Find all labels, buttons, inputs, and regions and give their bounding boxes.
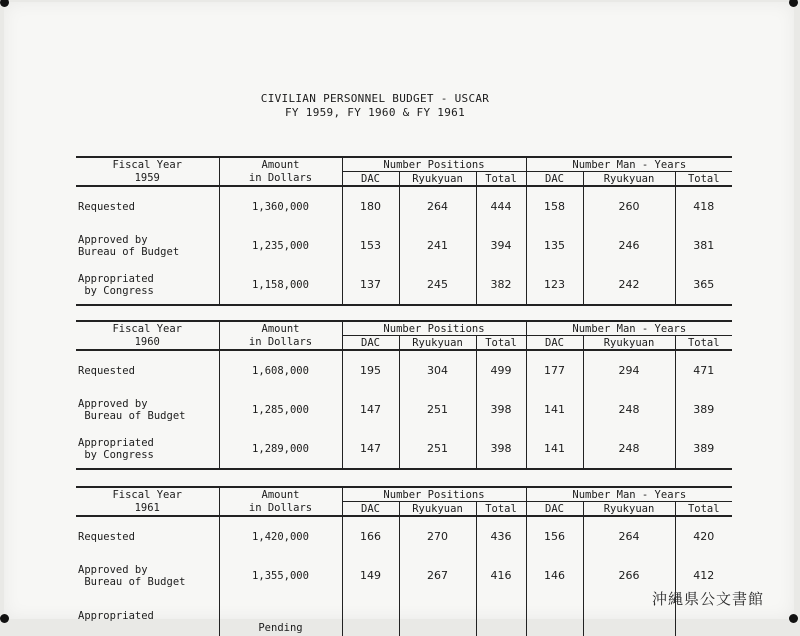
fiscal-year-header: Fiscal Year	[112, 158, 183, 171]
amount-header: Amount	[219, 321, 342, 336]
positions-total-cell: 398	[476, 429, 526, 469]
row-label	[76, 186, 219, 226]
table-row	[76, 556, 732, 595]
man-years-dac-header: DAC	[526, 502, 583, 517]
positions-total-cell	[476, 595, 526, 636]
budget-table-1961	[76, 486, 732, 636]
row-label	[76, 226, 219, 265]
amount-cell: Pending	[219, 595, 342, 636]
corner-mark	[789, 0, 798, 7]
row-label	[76, 350, 219, 390]
number-man-years-header: Number Man - Years	[526, 321, 732, 336]
positions-total-cell: 382	[476, 265, 526, 305]
row-label	[76, 556, 219, 595]
man-years-ryukyuan-cell: 266	[583, 556, 675, 595]
amount-cell: 1,289,000	[219, 429, 342, 469]
positions-total-cell: 394	[476, 226, 526, 265]
amount-cell: 1,360,000	[219, 186, 342, 226]
row-label-line1: Appropriated	[78, 272, 154, 285]
positions-ryukyuan-header: Ryukyuan	[399, 336, 476, 351]
positions-ryukyuan-cell: 304	[399, 350, 476, 390]
positions-total-header: Total	[476, 502, 526, 517]
amount-header: Amount	[219, 487, 342, 502]
number-positions-header: Number Positions	[342, 157, 526, 172]
archive-stamp: 沖縄県公文書館	[651, 590, 764, 608]
man-years-dac-cell: 156	[526, 516, 583, 556]
number-positions-header: Number Positions	[342, 487, 526, 502]
positions-total-cell: 436	[476, 516, 526, 556]
in-dollars-header: in Dollars	[219, 502, 342, 517]
amount-cell: 1,235,000	[219, 226, 342, 265]
table-row	[76, 186, 732, 226]
document-sheet	[4, 2, 794, 634]
positions-total-header: Total	[476, 172, 526, 187]
positions-ryukyuan-cell: 241	[399, 226, 476, 265]
positions-dac-cell: 195	[342, 350, 399, 390]
man-years-ryukyuan-header: Ryukyuan	[583, 172, 675, 187]
corner-mark	[789, 614, 798, 623]
fiscal-year-header: Fiscal Year	[112, 488, 183, 501]
positions-dac-cell: 153	[342, 226, 399, 265]
man-years-dac-cell	[526, 595, 583, 636]
fiscal-year-value: 1960	[134, 336, 160, 349]
man-years-dac-cell: 158	[526, 186, 583, 226]
fiscal-year-value: 1959	[134, 172, 160, 185]
man-years-total-cell: 418	[675, 186, 732, 226]
positions-total-cell: 499	[476, 350, 526, 390]
number-man-years-header: Number Man - Years	[526, 487, 732, 502]
document-subtitle: FY 1959, FY 1960 & FY 1961	[285, 106, 465, 119]
corner-mark	[0, 0, 9, 7]
positions-dac-cell: 166	[342, 516, 399, 556]
man-years-total-header: Total	[675, 502, 732, 517]
man-years-total-cell: 381	[675, 226, 732, 265]
row-label-line1: Approved by	[78, 397, 148, 410]
row-label-line2: by Congress	[78, 448, 154, 461]
positions-dac-cell: 147	[342, 429, 399, 469]
table-row	[76, 595, 732, 636]
row-label-line1: Requested	[78, 530, 135, 543]
man-years-ryukyuan-header: Ryukyuan	[583, 502, 675, 517]
positions-ryukyuan-header: Ryukyuan	[399, 172, 476, 187]
number-man-years-header: Number Man - Years	[526, 157, 732, 172]
corner-mark	[0, 614, 9, 623]
positions-ryukyuan-cell: 251	[399, 429, 476, 469]
positions-ryukyuan-cell: 251	[399, 390, 476, 429]
row-label-line1: Appropriated	[78, 609, 154, 622]
amount-cell: 1,355,000	[219, 556, 342, 595]
table-row	[76, 516, 732, 556]
row-label-line2: Bureau of Budget	[78, 575, 186, 588]
number-positions-header: Number Positions	[342, 321, 526, 336]
man-years-total-cell: 365	[675, 265, 732, 305]
row-label-line1: Appropriated	[78, 436, 154, 449]
row-label-line1: Requested	[78, 200, 135, 213]
man-years-ryukyuan-cell: 264	[583, 516, 675, 556]
man-years-dac-header: DAC	[526, 336, 583, 351]
man-years-ryukyuan-cell: 294	[583, 350, 675, 390]
amount-cell: 1,420,000	[219, 516, 342, 556]
row-label	[76, 595, 219, 636]
man-years-dac-cell: 146	[526, 556, 583, 595]
row-label	[76, 265, 219, 305]
positions-ryukyuan-cell: 245	[399, 265, 476, 305]
amount-header: Amount	[219, 157, 342, 172]
fiscal-year-header: Fiscal Year	[112, 322, 183, 335]
in-dollars-header: in Dollars	[219, 172, 342, 187]
table-row	[76, 226, 732, 265]
positions-total-header: Total	[476, 336, 526, 351]
row-label	[76, 429, 219, 469]
table-row	[76, 350, 732, 390]
positions-dac-header: DAC	[342, 336, 399, 351]
fiscal-year-value: 1961	[134, 502, 160, 515]
table-row	[76, 429, 732, 469]
budget-table-1959	[76, 156, 732, 306]
man-years-total-cell: 471	[675, 350, 732, 390]
row-label-line1: Approved by	[78, 563, 148, 576]
man-years-total-cell: 412	[675, 556, 732, 595]
man-years-dac-cell: 123	[526, 265, 583, 305]
man-years-dac-cell: 141	[526, 390, 583, 429]
man-years-dac-header: DAC	[526, 172, 583, 187]
man-years-dac-cell: 135	[526, 226, 583, 265]
table-row	[76, 390, 732, 429]
man-years-total-cell: 389	[675, 429, 732, 469]
positions-ryukyuan-cell	[399, 595, 476, 636]
man-years-dac-cell: 141	[526, 429, 583, 469]
positions-total-cell: 398	[476, 390, 526, 429]
positions-ryukyuan-cell: 267	[399, 556, 476, 595]
man-years-total-cell: 420	[675, 516, 732, 556]
man-years-ryukyuan-cell: 246	[583, 226, 675, 265]
positions-dac-cell	[342, 595, 399, 636]
man-years-dac-cell: 177	[526, 350, 583, 390]
man-years-total-header: Total	[675, 172, 732, 187]
man-years-ryukyuan-cell: 260	[583, 186, 675, 226]
budget-table-1960	[76, 320, 732, 470]
positions-total-cell: 416	[476, 556, 526, 595]
positions-dac-cell: 149	[342, 556, 399, 595]
man-years-total-cell: 389	[675, 390, 732, 429]
in-dollars-header: in Dollars	[219, 336, 342, 351]
positions-dac-cell: 180	[342, 186, 399, 226]
table-row	[76, 265, 732, 305]
row-label	[76, 516, 219, 556]
row-label-line1: Requested	[78, 364, 135, 377]
row-label-line2: by Congress	[78, 284, 154, 297]
row-label	[76, 390, 219, 429]
positions-ryukyuan-cell: 264	[399, 186, 476, 226]
positions-ryukyuan-cell: 270	[399, 516, 476, 556]
positions-total-cell: 444	[476, 186, 526, 226]
amount-cell: 1,158,000	[219, 265, 342, 305]
man-years-total-header: Total	[675, 336, 732, 351]
positions-dac-header: DAC	[342, 172, 399, 187]
row-label-line2: Bureau of Budget	[78, 409, 186, 422]
man-years-ryukyuan-cell: 248	[583, 429, 675, 469]
positions-dac-header: DAC	[342, 502, 399, 517]
row-label-line1: Approved by	[78, 233, 148, 246]
man-years-ryukyuan-cell: 242	[583, 265, 675, 305]
man-years-ryukyuan-header: Ryukyuan	[583, 336, 675, 351]
man-years-ryukyuan-cell: 248	[583, 390, 675, 429]
document-title: CIVILIAN PERSONNEL BUDGET - USCAR	[260, 92, 490, 105]
amount-cell: 1,608,000	[219, 350, 342, 390]
amount-cell: 1,285,000	[219, 390, 342, 429]
positions-dac-cell: 147	[342, 390, 399, 429]
positions-ryukyuan-header: Ryukyuan	[399, 502, 476, 517]
row-label-line2: Bureau of Budget	[78, 245, 180, 258]
positions-dac-cell: 137	[342, 265, 399, 305]
